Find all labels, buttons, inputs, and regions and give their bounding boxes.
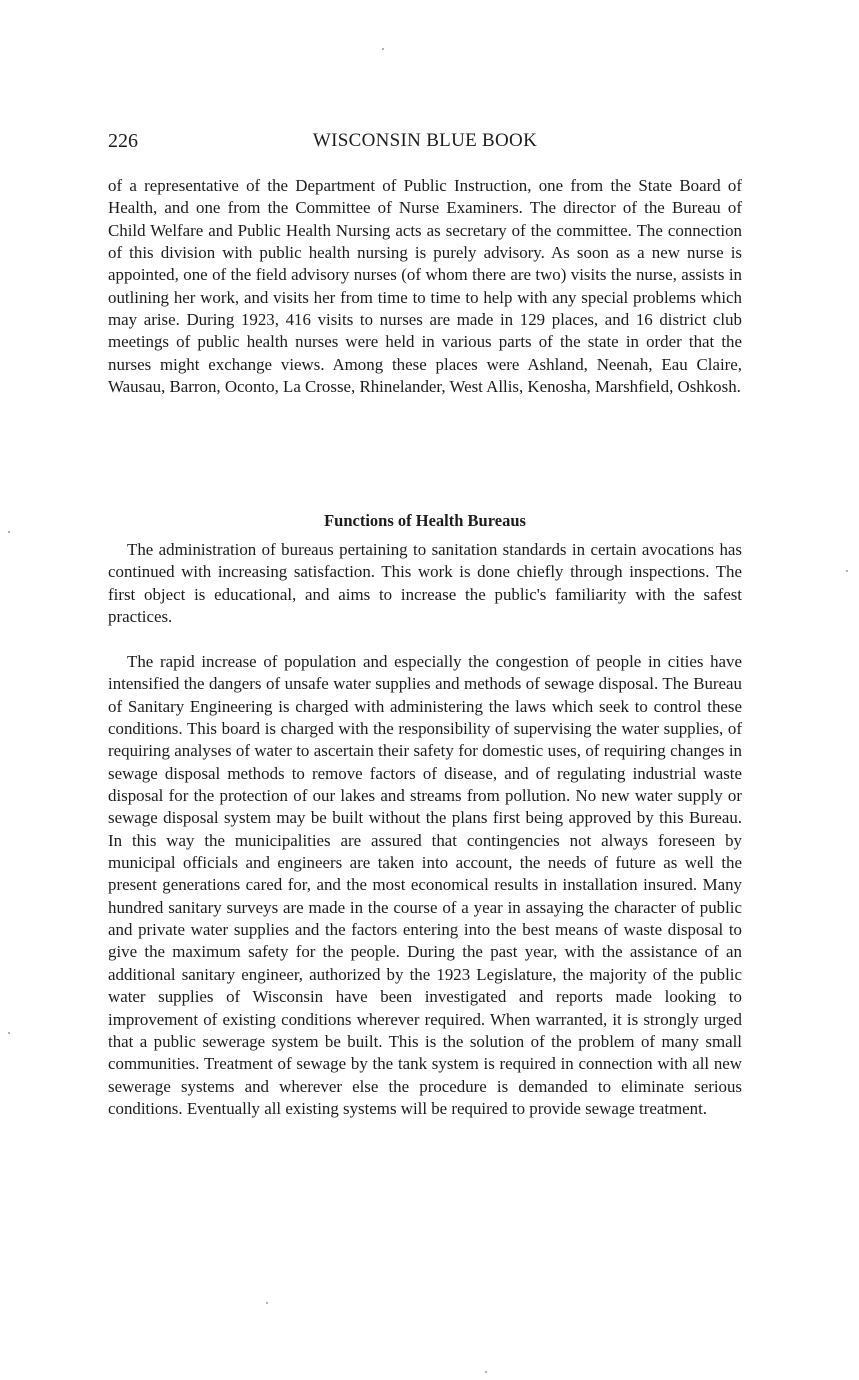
section-heading: Functions of Health Bureaus xyxy=(324,511,526,530)
paragraph-nurse-committee: of a representative of the Department of Public Instruction, one from the State Board of Health, and one from the Committee of Nurse Examiners. The director of the Bureau of Child Welfare and Public Health Nursing acts as secretary of the committee. The connection of this division with public health nursing is purely advisory. As soon as a new nurse is appointed, one of the field advisory nurses (of whom there are two) visits the nurse, assists in outlining her work, and visits her from time to time to help with any special problems which may arise. During 1923, 416 visits to nurses are made in 129 places, and 16 district club meetings of public health nurses were held in various parts of the state in order that the nurses might exchange views. Among these places were Ashland, Neenah, Eau Claire, Wausau, Barron, Oconto, La Crosse, Rhinelander, West Allis, Kenosha, Marshfield, Oshkosh. xyxy=(108,176,742,397)
paper-speck xyxy=(382,48,384,50)
paragraph-sanitary-engineering: The rapid increase of population and especially the congestion of people in cities have intensified the dangers of unsafe water supplies and methods of sewage disposal. The Bureau of Sanitary Engineering is charged with administering the laws which seek to control these conditions. This board is charged with the responsibility of supervising the water supplies, of requiring analyses of water to ascertain their safety for domestic uses, of requiring changes in sewage disposal methods to remove factors of disease, and of regulating industrial waste disposal for the protection of our lakes and streams from pollution. No new water supply or sewage disposal system may be built without the plans first being approved by this Bureau. In this way the municipalities are assured that contingencies not always foreseen by municipal officials and engineers are taken into account, the needs of future as well the present generations cared for, and the most economical results in installation insured. Many hundred sanitary surveys are made in the course of a year in assaying the character of public and private water supplies and the factors entering into the best means of waste disposal to give the maximum safety for the people. During the past year, with the assistance of an additional sanitary engineer, authorized by the 1923 Legislature, the majority of the public water supplies of Wisconsin have been investigated and reports made looking to improvement of existing conditions wherever required. When warranted, it is strongly urged that a public sewerage system be built. This is the solution of the problem of many small communities. Treatment of sewage by the tank system is required in connection with all new sewerage systems and wherever else the procedure is demanded to eliminate serious conditions. Eventually all existing systems will be required to provide sewage treatment. xyxy=(108,652,742,1118)
paragraph-bureau-administration: The administration of bureaus pertaining to sanitation standards in certain avocations has continued with increasing satisfaction. This work is done chiefly through inspections. The first object is educational, and aims to increase the public's familiarity with the safest practices. xyxy=(108,540,742,627)
paper-speck xyxy=(485,1371,487,1373)
paper-speck xyxy=(266,1302,268,1304)
paper-speck xyxy=(8,531,10,533)
paper-speck xyxy=(8,1032,10,1034)
running-head xyxy=(108,128,742,154)
running-title: WISCONSIN BLUE BOOK xyxy=(312,130,538,151)
page-number: 226 xyxy=(108,130,138,152)
paper-speck xyxy=(846,570,848,572)
